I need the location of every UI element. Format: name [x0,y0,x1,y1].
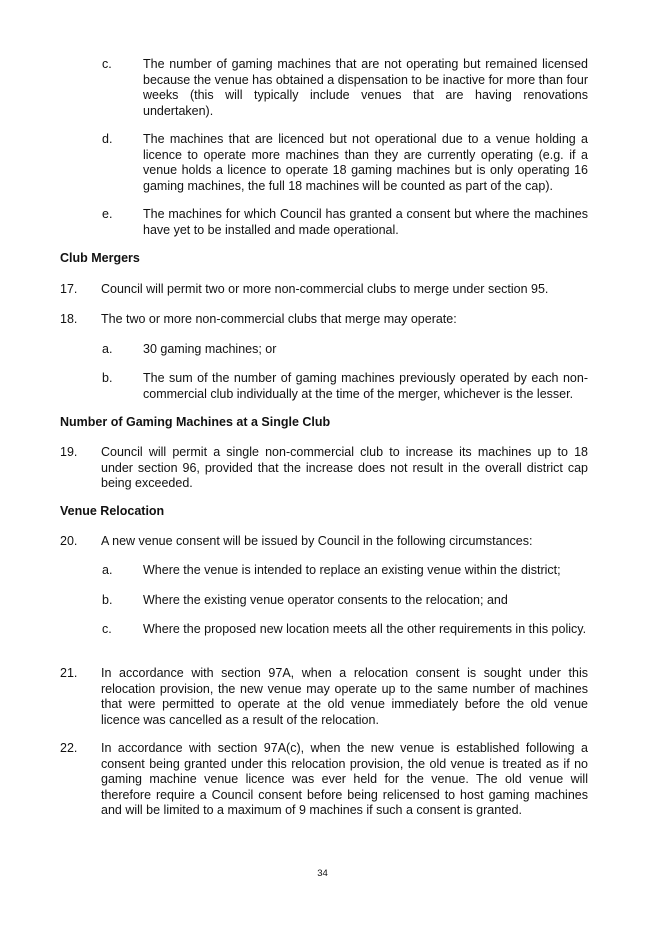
item-marker: b. [102,371,113,385]
item-text: The number of gaming machines that are not operating but remained licensed because the venue has obtained a dispensation to be inactive for more than four weeks (this will typically include venues that are having renovations undertaken). [143,57,588,118]
paragraph-text: In accordance with section 97A, when a relocation consent is sought under this relocation provision, the new venue may operate up to the same number of machines that were permitted to operate at the old venue immediately before the old venue licence was cancelled as a result of the relocation. [101,666,588,727]
item-text: Where the venue is intended to replace an existing venue within the district; [143,563,561,577]
item-text: Where the existing venue operator consents to the relocation; and [143,593,508,607]
section-heading: Number of Gaming Machines at a Single Club [60,415,331,429]
item-text: The machines that are licenced but not operational due to a venue holding a licence to operate more machines than they are currently operating (e.g. if a venue holds a licence to operate 18 gaming machines but is only operating 16 gaming machines, the full 18 machines will be counted as part of the cap). [143,132,588,193]
item-marker: c. [102,57,112,71]
paragraph-number: 18. [60,312,78,326]
item-marker: d. [102,132,113,146]
paragraph-number: 22. [60,741,78,755]
section-heading: Club Mergers [60,251,140,265]
item-text: The sum of the number of gaming machines previously operated by each non-commercial club individually at the time of the merger, whichever is the lesser. [143,371,588,401]
item-marker: a. [102,563,113,577]
paragraph-text: Council will permit two or more non-commercial clubs to merge under section 95. [101,282,549,296]
page-number: 34 [317,868,328,879]
paragraph-text: Council will permit a single non-commercial club to increase its machines up to 18 under section 96, provided that the increase does not result in the overall district cap being exceeded. [101,445,588,490]
item-marker: a. [102,342,113,356]
paragraph-text: A new venue consent will be issued by Council in the following circumstances: [101,534,533,548]
item-text: The machines for which Council has granted a consent but where the machines have yet to be installed and made operational. [143,207,588,237]
paragraph-number: 17. [60,282,78,296]
paragraph-text: In accordance with section 97A(c), when the new venue is established following a consent being granted under this relocation provision, the old venue is treated as if no gaming machine venue licence was ever held for the venue. The old venue will therefore require a Council consent before being relicensed to host gaming machines and will be limited to a maximum of 9 machines if such a consent is granted. [101,741,588,817]
item-text: 30 gaming machines; or [143,342,277,356]
paragraph-number: 20. [60,534,78,548]
paragraph-number: 21. [60,666,78,680]
item-marker: c. [102,622,112,636]
paragraph-number: 19. [60,445,78,459]
section-heading: Venue Relocation [60,504,165,518]
item-marker: e. [102,207,113,221]
paragraph-text: The two or more non-commercial clubs that merge may operate: [101,312,457,326]
item-text: Where the proposed new location meets all the other requirements in this policy. [143,622,587,636]
item-marker: b. [102,593,113,607]
